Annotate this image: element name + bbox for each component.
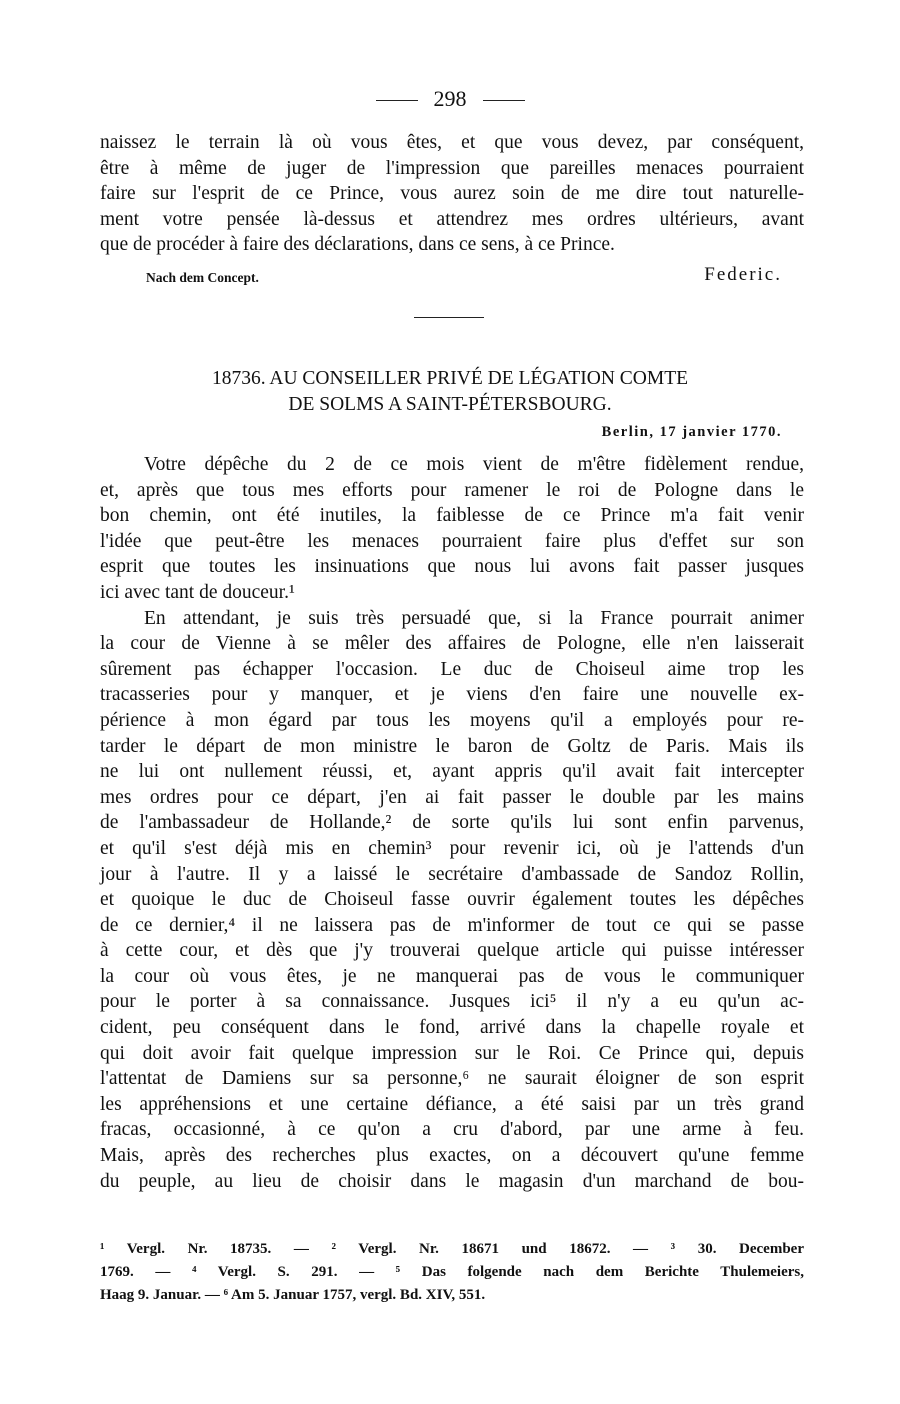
text-line: esprit que toutes les insinuations que nous lui avons fait passer jusques (100, 556, 804, 578)
text-line: sûrement pas échapper l'occasion. Le duc de Choiseul aime trop les (100, 658, 804, 680)
place-date: Berlin, 17 janvier 1770. (601, 424, 782, 440)
letter-heading-line-2: DE SOLMS A SAINT-PÉTERSBOURG. (288, 394, 612, 415)
text-line: qui doit avoir fait quelque impression sur le Roi. Ce Prince qui, depuis (100, 1042, 804, 1064)
text-line: l'idée que peut-être les menaces pourraient faire plus d'effet sur son (100, 530, 804, 552)
text-line: ici avec tant de douceur.¹ (100, 581, 295, 603)
text-line: tracasseries pour y manquer, et je viens d'en faire une nouvelle ex- (100, 684, 804, 706)
footnote-line: 1769. — ⁴ Vergl. S. 291. — ⁵ Das folgende nach dem Berichte Thulemeiers, (100, 1264, 804, 1280)
text-line: En attendant, je suis très persuadé que, si la France pourrait animer (144, 607, 804, 629)
text-line: à cette cour, et dès que j'y trouverai quelque article qui puisse intéresser (100, 940, 804, 962)
footnote-line: Haag 9. Januar. — ⁶ Am 5. Januar 1757, vergl. Bd. XIV, 551. (100, 1287, 486, 1303)
text-line: ne lui ont nullement réussi, et, ayant appris qu'il avait fait intercepter (100, 761, 804, 783)
letter-heading (130, 366, 770, 392)
text-line: périence à mon égard par tous les moyens qu'il a employés pour re- (100, 709, 804, 731)
text-line: et, après que tous mes efforts pour ramener le roi de Pologne dans le (100, 479, 804, 501)
text-line: ment votre pensée là-dessus et attendrez mes ordres ultérieurs, avant (100, 208, 804, 230)
text-line: Mais, après des recherches plus exactes, on a découvert qu'une femme (100, 1145, 804, 1167)
text-line: bon chemin, ont été inutiles, la faiblesse de ce Prince m'a fait venir (100, 505, 804, 527)
source-note: Nach dem Concept. (146, 270, 259, 285)
text-line: de ce dernier,⁴ il ne laissera pas de m'informer de tout ce qui se passe (100, 914, 804, 936)
text-line: les appréhensions et une certaine défiance, a été saisi par un très grand (100, 1093, 804, 1115)
letter-body (100, 452, 804, 1194)
previous-letter-text (100, 130, 804, 258)
text-line: que de procéder à faire des déclarations, dans ce sens, à ce Prince. (100, 234, 615, 256)
signature: Federic. (704, 264, 782, 285)
dash-right (483, 100, 525, 101)
letter-number: 18736. (211, 368, 266, 389)
text-line: du peuple, au lieu de choisir dans le magasin d'un marchand de bou- (100, 1170, 804, 1192)
text-line: de l'ambassadeur de Hollande,² de sorte qu'ils lui sont enfin parvenus, (100, 812, 804, 834)
text-line: mes ordres pour ce départ, j'en ai fait passer le double par les mains (100, 786, 804, 808)
dash-left (376, 100, 418, 101)
text-line: fracas, occasionné, à ce qu'on a cru d'abord, par une arme à feu. (100, 1119, 804, 1141)
text-line: Votre dépêche du 2 de ce mois vient de m'être fidèlement rendue, (144, 454, 804, 475)
text-line: et quoique le duc de Choiseul fasse ouvrir également toutes les dépêches (100, 889, 804, 911)
page-number: 298 (0, 86, 900, 112)
text-line: jour à l'autre. Il y a laissé le secrétaire d'ambassade de Sandoz Rollin, (100, 863, 804, 885)
footnotes (100, 1238, 804, 1307)
text-line: l'attentat de Damiens sur sa personne,⁶ ne saurait éloigner de son esprit (100, 1068, 804, 1090)
text-line: tarder le départ de mon ministre le baron de Goltz de Paris. Mais ils (100, 735, 804, 757)
text-line: et qu'il s'est déjà mis en chemin³ pour revenir ici, où je l'attends d'un (100, 837, 804, 859)
section-divider (414, 317, 484, 318)
text-line: faire sur l'esprit de ce Prince, vous aurez soin de me dire tout naturelle- (100, 183, 804, 205)
text-line: la cour de Vienne à se mêler des affaires de Pologne, elle n'en laisserait (100, 633, 804, 655)
footnote-line: ¹ Vergl. Nr. 18735. — ² Vergl. Nr. 18671 und 18672. — ³ 30. December (100, 1241, 804, 1257)
text-line: pour le porter à sa connaissance. Jusques ici⁵ il n'y a eu qu'un ac- (100, 991, 804, 1013)
text-line: être à même de juger de l'impression que pareilles menaces pourraient (100, 157, 804, 179)
text-line: naissez le terrain là où vous êtes, et que vous devez, par conséquent, (100, 132, 804, 153)
text-line: cident, peu conséquent dans le fond, arrivé dans la chapelle royale et (100, 1017, 804, 1039)
text-line: la cour où vous êtes, je ne manquerai pas de vous le communiquer (100, 965, 804, 987)
letter-heading-line-1: AU CONSEILLER PRIVÉ DE LÉGATION COMTE (269, 368, 689, 389)
